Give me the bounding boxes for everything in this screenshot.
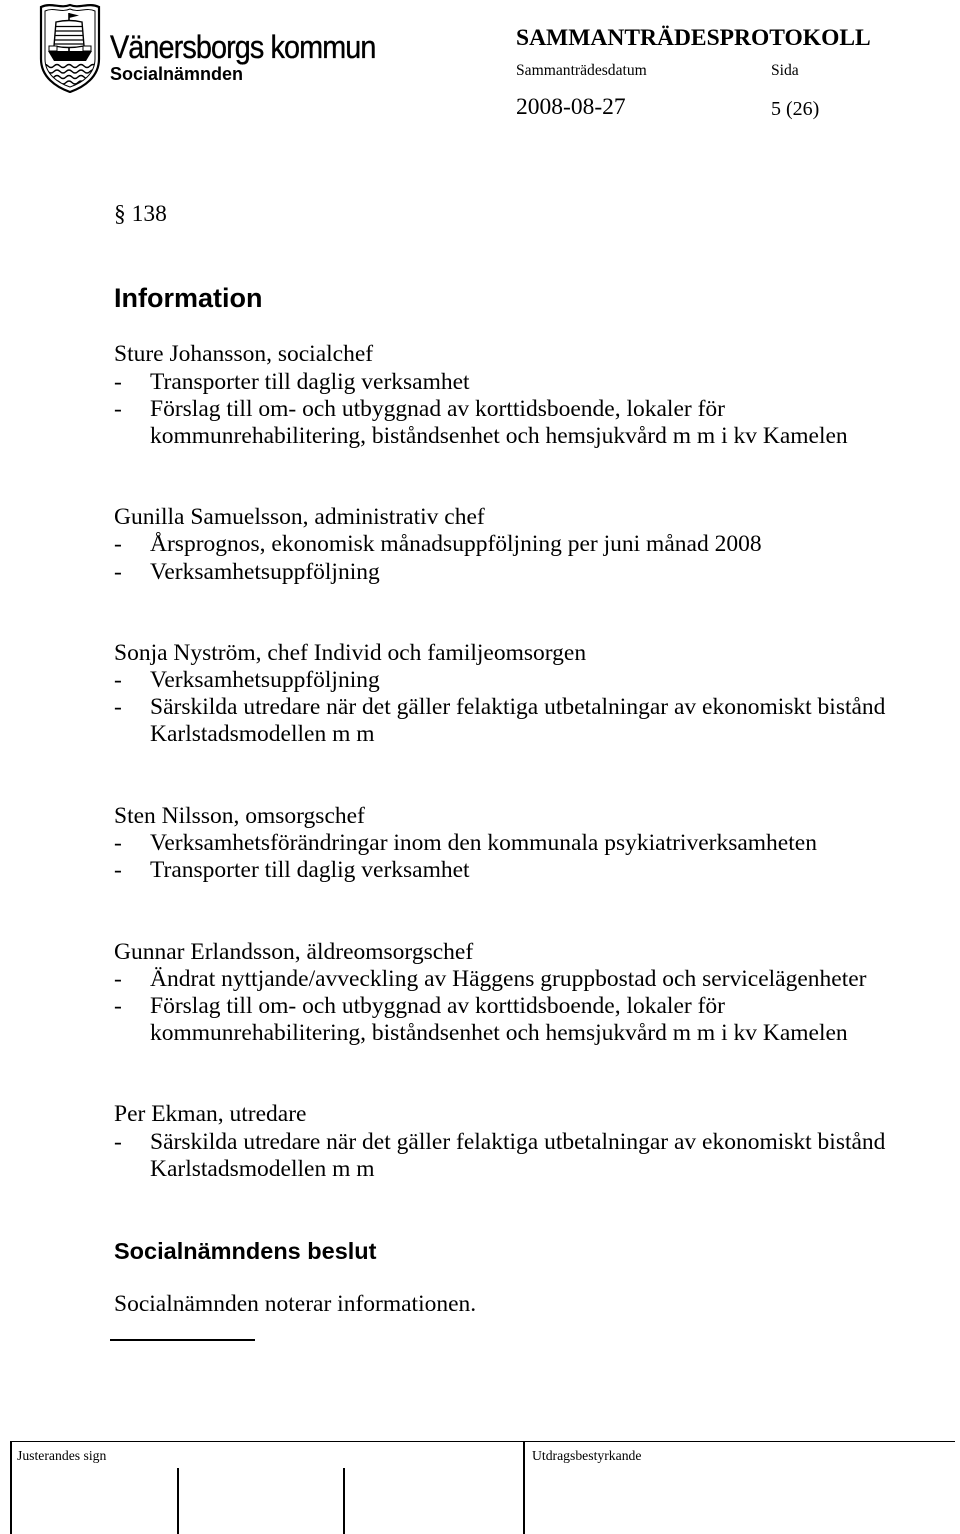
agenda-item-text: Karlstadsmodellen m m — [150, 1155, 375, 1182]
decision-heading: Socialnämndens beslut — [114, 1238, 377, 1264]
agenda-item — [114, 667, 885, 694]
section-heading: Information — [114, 283, 263, 314]
presenter-name: Sture Johansson, socialchef — [114, 341, 374, 368]
agenda-item-text: kommunrehabilitering, biståndsenhet och hemsjukvård m m i kv Kamelen — [150, 422, 848, 449]
signature-box-divider — [177, 1468, 179, 1534]
agenda-item-text: Särskilda utredare när det gäller felaktiga utbetalningar av ekonomiskt bistånd — [150, 694, 886, 721]
meeting-date: 2008-08-27 — [516, 94, 626, 121]
organization-name: Vänersborgs kommun — [110, 29, 376, 65]
presenter-block — [114, 640, 885, 749]
decision-divider — [110, 1339, 255, 1341]
agenda-item — [114, 559, 885, 586]
agenda-item — [114, 857, 885, 884]
signature-label: Justerandes sign — [17, 1447, 107, 1463]
agenda-item — [114, 531, 885, 558]
extract-certification-label: Utdragsbestyrkande — [532, 1447, 642, 1463]
presenter-block — [114, 504, 885, 585]
paragraph-number: § 138 — [114, 201, 167, 228]
presenter-name: Sonja Nyström, chef Individ och familjeomsorgen — [114, 639, 587, 666]
presenter-block — [114, 341, 885, 450]
list-marker: - — [114, 857, 122, 884]
footer-top-rule — [10, 1441, 955, 1443]
presenter-list — [114, 341, 885, 1182]
agenda-item-text: Verksamhetsförändringar inom den kommunala psykiatriverksamheten — [150, 829, 817, 856]
list-marker: - — [114, 694, 122, 721]
list-marker: - — [114, 829, 122, 856]
agenda-item-text: Särskilda utredare när det gäller felaktiga utbetalningar av ekonomiskt bistånd — [150, 1128, 886, 1155]
agenda-item-text: Förslag till om- och utbyggnad av korttidsboende, lokaler för — [150, 992, 725, 1019]
agenda-item — [114, 369, 885, 396]
signature-box-divider — [343, 1468, 345, 1534]
presenter-block — [114, 803, 885, 884]
meeting-date-label: Sammanträdesdatum — [516, 62, 647, 79]
agenda-item — [114, 993, 885, 1047]
presenter-name: Sten Nilsson, omsorgschef — [114, 802, 365, 829]
agenda-item-text: Verksamhetsuppföljning — [150, 667, 380, 694]
list-marker: - — [114, 667, 122, 694]
agenda-item — [114, 830, 885, 857]
page-number: 5 (26) — [771, 98, 820, 121]
agenda-item-text: Förslag till om- och utbyggnad av korttidsboende, lokaler för — [150, 395, 725, 422]
agenda-item-text: kommunrehabilitering, biståndsenhet och hemsjukvård m m i kv Kamelen — [150, 1019, 848, 1046]
footer-middle-rule — [523, 1441, 525, 1534]
list-marker: - — [114, 1128, 122, 1155]
decision-text: Socialnämnden noterar informationen. — [114, 1291, 477, 1318]
agenda-item — [114, 966, 885, 993]
presenter-name: Per Ekman, utredare — [114, 1101, 307, 1128]
presenter-block — [114, 1101, 885, 1182]
list-marker: - — [114, 395, 122, 422]
agenda-item-text: Verksamhetsuppföljning — [150, 558, 380, 585]
agenda-item-text: Ändrat nyttjande/avveckling av Häggens gruppbostad och servicelägenheter — [150, 965, 867, 992]
list-marker: - — [114, 368, 122, 395]
department-name: Socialnämnden — [110, 63, 244, 84]
presenter-name: Gunilla Samuelsson, administrativ chef — [114, 504, 485, 531]
agenda-item-text: Transporter till daglig verksamhet — [150, 368, 470, 395]
presenter-name: Gunnar Erlandsson, äldreomsorgschef — [114, 938, 474, 965]
list-marker: - — [114, 992, 122, 1019]
document-type-title: SAMMANTRÄDESPROTOKOLL — [516, 25, 871, 52]
list-marker: - — [114, 965, 122, 992]
agenda-item-text: Årsprognos, ekonomisk månadsuppföljning per juni månad 2008 — [150, 531, 762, 558]
agenda-item — [114, 396, 885, 450]
presenter-block — [114, 939, 885, 1048]
agenda-item — [114, 1129, 885, 1183]
list-marker: - — [114, 558, 122, 585]
list-marker: - — [114, 531, 122, 558]
footer-left-rule — [10, 1441, 12, 1534]
agenda-item-text: Karlstadsmodellen m m — [150, 721, 375, 748]
agenda-item-text: Transporter till daglig verksamhet — [150, 857, 470, 884]
coat-of-arms-icon — [38, 1, 102, 93]
page-label: Sida — [771, 62, 799, 79]
agenda-item — [114, 694, 885, 748]
